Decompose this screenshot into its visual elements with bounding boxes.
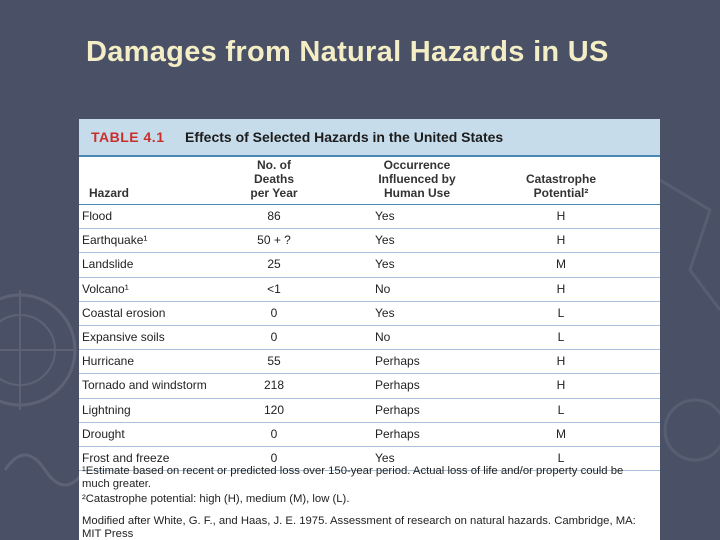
source-note: Modified after White, G. F., and Haas, J. E. 1975. Assessment of research on natural hazards. Cambridge, MA: MIT Press: [82, 515, 636, 540]
cell-catastrophe: H: [556, 281, 566, 296]
cell-occurrence: Yes: [375, 233, 395, 248]
cell-deaths: 0: [270, 305, 278, 320]
cell-deaths: 0: [270, 426, 278, 441]
cell-hazard: Tornado and windstorm: [82, 378, 207, 393]
table-row: [79, 253, 660, 277]
cell-occurrence: Yes: [375, 450, 395, 465]
table-footnotes: [82, 465, 652, 540]
cell-occurrence: No: [375, 281, 391, 296]
cell-catastrophe: M: [556, 426, 566, 441]
column-header-occurrence: Occurrence Influenced by Human Use: [378, 158, 456, 200]
cell-catastrophe: H: [556, 354, 566, 369]
background-decoration: [0, 270, 90, 540]
cell-hazard: Hurricane: [82, 354, 135, 369]
cell-hazard: Frost and freeze: [82, 450, 170, 465]
cell-deaths: 0: [270, 329, 278, 344]
cell-hazard: Landslide: [82, 257, 134, 272]
cell-catastrophe: L: [557, 450, 565, 465]
footnote-1: ¹Estimate based on recent or predicted loss over 150-year period. Actual loss of life and/or property could be much greater.: [82, 465, 624, 490]
slide-title: Damages from Natural Hazards in US: [86, 36, 609, 68]
cell-deaths: 218: [263, 378, 285, 393]
cell-catastrophe: H: [556, 378, 566, 393]
table-caption-bar: [79, 119, 660, 157]
cell-occurrence: No: [375, 329, 391, 344]
cell-hazard: Volcano¹: [82, 281, 129, 296]
cell-catastrophe: H: [556, 233, 566, 248]
cell-catastrophe: L: [557, 402, 565, 417]
cell-deaths: 25: [267, 257, 281, 272]
cell-catastrophe: L: [557, 329, 565, 344]
table-body: [79, 205, 660, 471]
cell-deaths: <1: [267, 281, 281, 296]
cell-occurrence: Perhaps: [375, 354, 420, 369]
table-number: TABLE 4.1: [91, 129, 165, 145]
table-row: [79, 205, 660, 229]
cell-deaths: 50 + ?: [257, 233, 291, 248]
table-row: [79, 278, 660, 302]
footnote-2: ²Catastrophe potential: high (H), medium (M), low (L).: [82, 493, 350, 505]
cell-hazard: Drought: [82, 426, 125, 441]
table-row: [79, 326, 660, 350]
table-row: [79, 423, 660, 447]
cell-hazard: Earthquake¹: [82, 233, 148, 248]
column-header-deaths: No. of Deaths per Year: [250, 158, 298, 200]
column-header-hazard: Hazard: [89, 186, 130, 200]
cell-deaths: 86: [267, 209, 281, 223]
cell-catastrophe: L: [557, 305, 565, 320]
cell-occurrence: Perhaps: [375, 426, 420, 441]
cell-hazard: Coastal erosion: [82, 305, 166, 320]
cell-deaths: 55: [267, 354, 281, 369]
cell-hazard: Flood: [82, 209, 113, 223]
cell-occurrence: Yes: [375, 305, 395, 320]
cell-occurrence: Yes: [375, 257, 395, 272]
cell-catastrophe: M: [556, 257, 566, 272]
cell-deaths: 0: [270, 450, 278, 465]
cell-catastrophe: H: [556, 209, 566, 223]
cell-hazard: Expansive soils: [82, 329, 165, 344]
table-row: [79, 302, 660, 326]
table-row: [79, 350, 660, 374]
table-title: Effects of Selected Hazards in the United States: [185, 129, 504, 145]
cell-occurrence: Perhaps: [375, 378, 420, 393]
cell-deaths: 120: [263, 402, 285, 417]
column-header-catastrophe: Catastrophe Potential²: [525, 172, 596, 200]
cell-occurrence: Yes: [375, 209, 395, 223]
background-decoration-right: [650, 170, 720, 540]
hazards-table: [79, 119, 660, 540]
table-row: [79, 229, 660, 253]
cell-hazard: Lightning: [82, 402, 131, 417]
table-row: [79, 374, 660, 398]
table-row: [79, 399, 660, 423]
cell-occurrence: Perhaps: [375, 402, 420, 417]
